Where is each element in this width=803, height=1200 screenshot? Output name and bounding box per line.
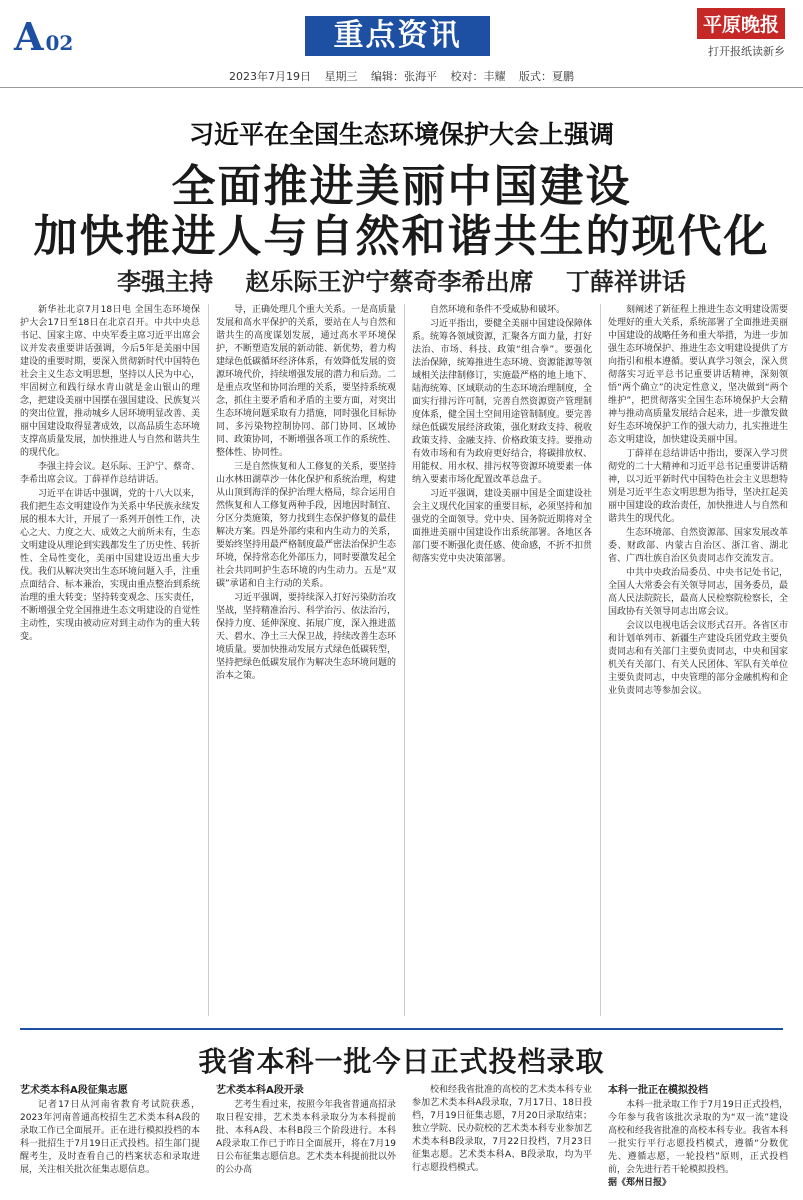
subhead-part-3: 丁薛祥讲话 (565, 267, 686, 296)
second-story-subhead: 艺术类本科A段开录 (216, 1085, 304, 1096)
article-paragraph: 刻阐述了新征程上推进生态文明建设需要处理好的重大关系，系统部署了全面推进美丽中国建设的战略任务和重大举措，为进一步加强生态环境保护、推进生态文明建设提供了方向指引和根本遵循。要认真学习领会，深入贯彻落实习近平总书记重要讲话精神，深刻领悟“两个确立”的决定性意义，坚决做到“两个维护”，把贯彻落实全国生态环境保护大会精神与推动高质量发展结合起来，进一步激发做好生态环境保护工作的强大动力，扎实推进生态文明建设，加快建设美丽中国。 (608, 305, 788, 445)
page-letter: A (14, 14, 44, 59)
article-paragraph: 会议以电视电话会议形式召开。各省区市和计划单列市、新疆生产建设兵团党政主要负责同志和有关部门主要负责同志，中央和国家机关有关部门、有关人民团体、军队有关单位主要负责同志，中央管理的部分金融机构和企业负责同志等参加会议。 (608, 621, 788, 696)
subhead-part-2: 赵乐际王沪宁蔡奇李希出席 (245, 267, 534, 296)
second-story-body (20, 1084, 790, 1194)
masthead (0, 0, 803, 68)
article-column-2 (216, 304, 396, 1016)
article-paragraph: 新华社北京7月18日电 全国生态环境保护大会17日至18日在北京召开。中共中央总书记、国家主席、中央军委主席习近平出席会议并发表重要讲话强调，今后5年是美丽中国建设的重要时期，要深入贯彻新时代中国特色社会主义生态文明思想，坚持以人民为中心，牢固树立和践行绿水青山就是金山银山的理念，把建设美丽中国摆在强国建设、民族复兴的突出位置，推动城乡人居环境明显改善、美丽中国建设取得显著成效，以高品质生态环境支撑高质量发展，加快推进人与自然和谐共生的现代化。 (20, 305, 200, 458)
article-paragraph: 习近平在讲话中强调，党的十八大以来，我们把生态文明建设作为关系中华民族永续发展的根本大计，开展了一系列开创性工作，决心之大、力度之大、成效之大前所未有，生态文明建设从理论到实践都发生了历史性、转折性、全局性变化，美丽中国建设迈出重大步伐。我们从解决突出生态环境问题入手，注重点面结合、标本兼治，实现由重点整治到系统治理的重大转变；坚持转变观念、压实责任，不断增强全党全国推进生态文明建设的自觉性主动性，实现由被动应对到主动作为的重大转变。 (20, 489, 200, 642)
page-label (14, 14, 73, 59)
second-story-column-3 (412, 1084, 592, 1194)
lead-subhead (0, 262, 803, 297)
second-story-paragraph: 艺考生看过来，按照今年我省普通高招录取日程安排，艺术类本科录取分为本科提前批、本科A段、本科B段三个阶段进行。本科A段录取工作已于昨日全面展开，将在7月19日公布征集志愿信息。艺术类本科提前批以外的公办高 (216, 1100, 396, 1175)
subhead-part-1: 李强主持 (117, 267, 214, 296)
article-paragraph: 习近平强调，要持续深入打好污染防治攻坚战，坚持精准治污、科学治污、依法治污，保持力度、延伸深度、拓展广度，深入推进蓝天、碧水、净土三大保卫战，持续改善生态环境质量。要加快推动发展方式绿色低碳转型，坚持把绿色低碳发展作为解决生态环境问题的治本之策。 (216, 593, 396, 681)
logo-slogan: 打开报纸读新乡 (708, 45, 785, 58)
article-paragraph: 李强主持会议。赵乐际、王沪宁、蔡奇、李希出席会议。丁薛祥作总结讲话。 (20, 462, 200, 485)
article-paragraph: 导，正确处理几个重大关系。一是高质量发展和高水平保护的关系，要站在人与自然和谐共生的高度谋划发展，通过高水平环境保护，不断塑造发展的新动能、新优势，着力构建绿色低碳循环经济体系，有效降低发展的资源环境代价，持续增强发展的潜力和后劲。二是重点攻坚和协同治理的关系，要坚持系统观念，抓住主要矛盾和矛盾的主要方面，对突出生态环境问题采取有力措施，同时强化目标协同、多污染物控制协同、部门协同、区域协同、政策协同，不断增强各项工作的系统性、整体性、协同性。 (216, 305, 396, 458)
proofreader-credit: 校对：丰耀 (450, 70, 506, 83)
lead-article-body (20, 304, 790, 1016)
second-story-subhead: 本科一批正在模拟投档 (608, 1085, 708, 1096)
article-paragraph: 三是自然恢复和人工修复的关系，要坚持山水林田湖草沙一体化保护和系统治理，构建从山顶到海洋的保护治理大格局，综合运用自然恢复和人工修复两种手段，因地因时制宜、分区分类施策，努力找到生态保护修复的最佳解决方案。四是外部约束和内生动力的关系，要始终坚持用最严格制度最严密法治保护生态环境，保持常态化外部压力，同时要激发起全社会共同呵护生态环境的内生动力。五是“双碳”承诺和自主行动的关系。 (216, 462, 396, 589)
story-source: 据《郑州日报》 (608, 1178, 672, 1188)
column-rule (600, 304, 601, 1016)
issue-date: 2023年7月19日 (229, 70, 311, 83)
article-paragraph: 丁薛祥在总结讲话中指出，要深入学习贯彻党的二十大精神和习近平总书记重要讲话精神，以习近平新时代中国特色社会主义思想特别是习近平生态文明思想为指导，坚决扛起美丽中国建设的政治责任，加快推进人与自然和谐共生的现代化。 (608, 449, 788, 524)
lead-kicker: 习近平在全国生态环境保护大会上强调 (188, 120, 614, 149)
column-rule (208, 304, 209, 1016)
article-paragraph: 中共中央政治局委员、中央书记处书记，全国人大常委会有关领导同志，国务委员，最高人民法院院长，最高人民检察院检察长，全国政协有关领导同志出席会议。 (608, 568, 788, 617)
second-story-paragraph: 记者17日从河南省教育考试院获悉，2023年河南普通高校招生艺术类本科A段的录取工作已全面展开。正在进行模拟投档的本科一批招生于7月19日正式投档。招生部门提醒考生，及时查看自己的档案状态和录取进展，关注相关批次征集志愿信息。 (20, 1100, 200, 1175)
lead-headline-2: 加快推进人与自然和谐共生的现代化 (33, 211, 770, 262)
issue-weekday: 星期三 (324, 70, 358, 83)
page-number: 02 (45, 31, 74, 55)
second-story-column-2 (216, 1084, 396, 1194)
article-column-1 (20, 304, 200, 1016)
section-title: 重点资讯 (305, 16, 490, 56)
layout-credit: 版式：夏鹏 (519, 70, 574, 83)
article-column-4 (608, 304, 788, 1016)
article-paragraph: 习近平强调，建设美丽中国是全面建设社会主义现代化国家的重要目标，必须坚持和加强党的全面领导。党中央、国务院近期将对全面推进美丽中国建设作出系统部署。各地区各部门要不断强化责任感、使命感，不折不扣贯彻落实党中央决策部署。 (412, 489, 592, 564)
article-paragraph: 生态环境部、自然资源部、国家发展改革委、财政部、内蒙古自治区、浙江省、湖北省、广西壮族自治区负责同志作交流发言。 (608, 528, 788, 564)
second-story-headline: 我省本科一批今日正式投档录取 (198, 1045, 605, 1078)
newspaper-logo (697, 8, 785, 59)
second-story-column-4 (608, 1084, 788, 1194)
logo-name: 平原晚报 (697, 8, 785, 39)
article-paragraph: 习近平指出，要健全美丽中国建设保障体系。统筹各领域资源，汇聚各方面力量，打好法治、市场、科技、政策“组合拳”。要强化法治保障，统筹推进生态环境、资源能源等领域相关法律制修订，实施最严格的地上地下、陆海统筹、区域联动的生态环境治理制度，全面实行排污许可制，完善自然资源资产管理制度体系，健全国土空间用途管制制度。要完善绿色低碳发展经济政策，强化财政支持、税收政策支持、金融支持、价格政策支持。要推动有效市场和有为政府更好结合，将碳排放权、用能权、用水权、排污权等资源环境要素一体纳入要素市场化配置改革总盘子。 (412, 319, 592, 485)
editor-credit: 编辑：张海平 (371, 70, 437, 83)
article-column-3 (412, 304, 592, 1016)
second-story-column-1 (20, 1084, 200, 1194)
second-story-paragraph: 本科一批录取工作于7月19日正式投档，今年参与我省该批次录取的为“双一流”建设高校和经我省批准的高校本科专业。我省本科一批实行平行志愿投档模式，遵循“分数优先、遵循志愿，一轮投档”原则，正式投档前，会先进行若干轮模拟投档。 (608, 1100, 788, 1175)
column-rule (404, 304, 405, 1016)
second-story-paragraph: 校和经我省批准的高校的艺术类本科专业参加艺术类本科A段录取，7月17日、18日投档，7月19日征集志愿，7月20日录取结束；独立学院、民办院校的艺术类本科专业参加艺术类本科B段录取，7月22日投档，7月23日征集志愿。艺术类本科A、B段录取，均为平行志愿投档模式。 (412, 1085, 592, 1173)
second-story-subhead: 艺术类本科A段征集志愿 (20, 1085, 128, 1096)
article-paragraph: 自然环境和条件不受威胁和破坏。 (430, 305, 566, 315)
lead-headline-1: 全面推进美丽中国建设 (171, 161, 632, 212)
section-divider (20, 1028, 783, 1030)
dateline (0, 68, 803, 88)
